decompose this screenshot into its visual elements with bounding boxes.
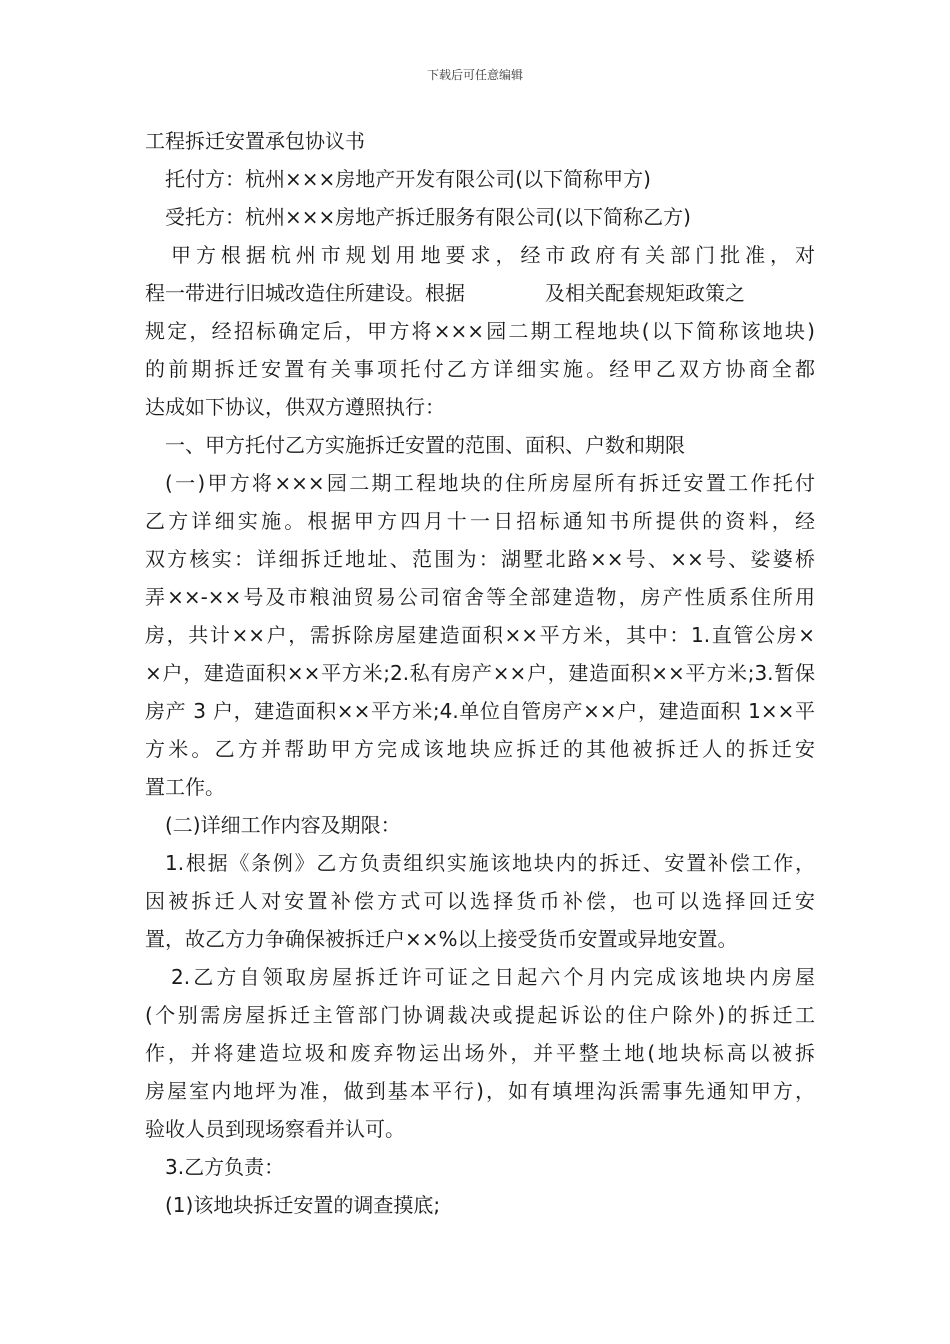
item-line: 因被拆迁人对安置补偿方式可以选择货币补偿，也可以选择回迁安 xyxy=(145,889,815,913)
intro-line: 达成如下协议，供双方遵照执行： xyxy=(145,395,445,419)
clause-line: ×户，建造面积××平方米;2.私有房产××户，建造面积××平方米;3.暂保 xyxy=(145,661,815,685)
item-line: 置，故乙方力争确保被拆迁户××%以上接受货币安置或异地安置。 xyxy=(145,927,738,951)
clause-line: 置工作。 xyxy=(145,775,225,799)
clause-line: 弄××-××号及市粮油贸易公司宿舍等全部建造物，房产性质系住所用 xyxy=(145,585,815,609)
intro-line: 甲方根据杭州市规划用地要求，经市政府有关部门批准，对 xyxy=(171,243,815,267)
item-line: 作，并将建造垃圾和废弃物运出场外，并平整土地(地块标高以被拆 xyxy=(145,1041,815,1065)
party-a-line: 托付方：杭州×××房地产开发有限公司(以下简称甲方) xyxy=(165,167,651,191)
clause-line: 双方核实：详细拆迁地址、范围为：湖墅北路××号、××号、娑婆桥 xyxy=(145,547,815,571)
item-line: (1)该地块拆迁安置的调查摸底; xyxy=(165,1193,441,1217)
item-line: 2.乙方自领取房屋拆迁许可证之日起六个月内完成该地块内房屋 xyxy=(171,965,815,989)
clause-line: (一)甲方将×××园二期工程地块的住所房屋所有拆迁安置工作托付 xyxy=(165,471,815,495)
clause-line: 方米。乙方并帮助甲方完成该地块应拆迁的其他被拆迁人的拆迁安 xyxy=(145,737,815,761)
item-line: (个别需房屋拆迁主管部门协调裁决或提起诉讼的住户除外)的拆迁工 xyxy=(145,1003,815,1027)
clause-line: 房产 3 户，建造面积××平方米;4.单位自管房产××户，建造面积 1××平 xyxy=(145,699,815,723)
item-line: 验收人员到现场察看并认可。 xyxy=(145,1117,405,1141)
section-heading: 一、甲方托付乙方实施拆迁安置的范围、面积、户数和期限 xyxy=(165,433,685,457)
document-title: 工程拆迁安置承包协议书 xyxy=(145,129,365,153)
intro-line: 程一带进行旧城改造住所建设。根据 及相关配套规矩政策之 xyxy=(145,281,745,305)
page-header-note: 下载后可任意编辑 xyxy=(426,68,523,82)
party-b-line: 受托方：杭州×××房地产拆迁服务有限公司(以下简称乙方) xyxy=(165,205,691,229)
clause-line: 乙方详细实施。根据甲方四月十一日招标通知书所提供的资料，经 xyxy=(145,509,815,533)
item-heading: 3.乙方负责： xyxy=(165,1155,285,1179)
item-line: 房屋室内地坪为准，做到基本平行)，如有填埋沟浜需事先通知甲方， xyxy=(145,1079,815,1103)
item-line: 1.根据《条例》乙方负责组织实施该地块内的拆迁、安置补偿工作， xyxy=(165,851,815,875)
subsection-heading: (二)详细工作内容及期限： xyxy=(165,813,401,837)
intro-line: 规定，经招标确定后，甲方将×××园二期工程地块(以下简称该地块) xyxy=(145,319,815,343)
clause-line: 房，共计××户，需拆除房屋建造面积××平方米，其中：1.直管公房× xyxy=(145,623,815,647)
document-body xyxy=(145,122,815,1224)
intro-line: 的前期拆迁安置有关事项托付乙方详细实施。经甲乙双方协商全都 xyxy=(145,357,815,381)
